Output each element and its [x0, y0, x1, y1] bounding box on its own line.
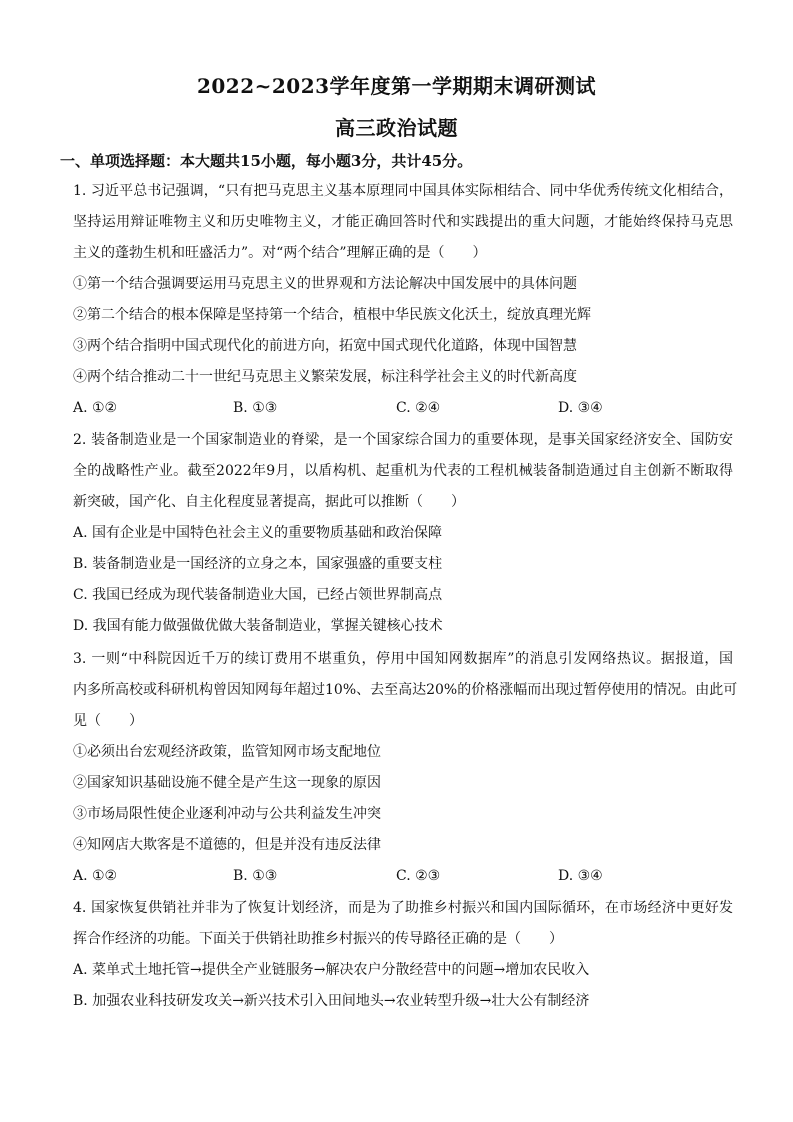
q1-item-3: ③两个结合指明中国式现代化的前进方向，拓宽中国式现代化道路，体现中国智慧 [73, 338, 577, 354]
q2-option-c: C. 我国已经成为现代装备制造业大国，已经占领世界制高点 [73, 587, 443, 603]
q2-option-d: D. 我国有能力做强做优做大装备制造业，掌握关键核心技术 [73, 618, 443, 634]
q3-option-d: D. ③④ [558, 868, 603, 884]
q1-item-2: ②第二个结合的根本保障是坚持第一个结合，植根中华民族文化沃土，绽放真理光辉 [73, 307, 591, 323]
q2-option-b: B. 装备制造业是一国经济的立身之本，国家强盛的重要支柱 [73, 556, 443, 572]
q1-stem-line-1: 1. 习近平总书记强调，“只有把马克思主义基本原理同中国具体实际相结合、同中华优秀传统文化相结合， [73, 183, 733, 199]
q3-stem-line-3: 见（ ） [73, 713, 143, 729]
q1-item-4: ④两个结合推动二十一世纪马克思主义繁荣发展，标注科学社会主义的时代新高度 [73, 369, 577, 385]
q3-item-4: ④知网店大欺客是不道德的，但是并没有违反法律 [73, 837, 381, 853]
q3-item-2: ②国家知识基础设施不健全是产生这一现象的原因 [73, 775, 381, 791]
q3-item-1: ①必须出台宏观经济政策，监管知网市场支配地位 [73, 744, 381, 760]
q3-option-b: B. ①③ [233, 868, 278, 884]
q1-option-b: B. ①③ [233, 400, 278, 416]
q3-stem-line-2: 内多所高校或科研机构曾因知网每年超过10%、去至高达20%的价格涨幅而出现过暂停使用的情况。由此可 [73, 682, 738, 698]
q3-option-a: A. ①② [73, 868, 118, 884]
exam-title: 2022~2023学年度第一学期期末调研测试 [196, 74, 597, 98]
q3-option-c: C. ②③ [396, 868, 441, 884]
q4-option-b: B. 加强农业科技研发攻关→新兴技术引入田间地头→农业转型升级→壮大公有制经济 [73, 993, 590, 1009]
q1-option-c: C. ②④ [396, 400, 441, 416]
q1-stem-line-3: 主义的蓬勃生机和旺盛活力”。对“两个结合”理解正确的是（ ） [73, 245, 487, 261]
q2-stem-line-2: 全的战略性产业。截至2022年9月，以盾构机、起重机为代表的工程机械装备制造通过自主创新不断取得 [73, 463, 733, 479]
exam-subtitle: 高三政治试题 [335, 116, 458, 140]
q2-stem-line-3: 新突破，国产化、自主化程度显著提高，据此可以推断（ ） [73, 494, 465, 510]
q4-stem-line-2: 挥合作经济的功能。下面关于供销社助推乡村振兴的传导路径正确的是（ ） [73, 931, 563, 947]
q4-stem-line-1: 4. 国家恢复供销社并非为了恢复计划经济，而是为了助推乡村振兴和国内国际循环，在市场经济中更好发 [73, 900, 733, 916]
q1-item-1: ①第一个结合强调要运用马克思主义的世界观和方法论解决中国发展中的具体问题 [73, 276, 577, 292]
section-heading: 一、单项选择题：本大题共15小题，每小题3分，共计45分。 [60, 152, 473, 170]
q1-stem-line-2: 坚持运用辩证唯物主义和历史唯物主义，才能正确回答时代和实践提出的重大问题，才能始终保持马克思 [73, 214, 733, 230]
q3-stem-line-1: 3. 一则“中科院因近千万的续订费用不堪重负，停用中国知网数据库”的消息引发网络热议。据报道，国 [73, 651, 733, 667]
q1-option-d: D. ③④ [558, 400, 603, 416]
q3-item-3: ③市场局限性使企业逐利冲动与公共利益发生冲突 [73, 806, 381, 822]
q2-option-a: A. 国有企业是中国特色社会主义的重要物质基础和政治保障 [73, 525, 443, 541]
q2-stem-line-1: 2. 装备制造业是一个国家制造业的脊梁，是一个国家综合国力的重要体现，是事关国家经济安全、国防安 [73, 432, 733, 448]
q4-option-a: A. 菜单式土地托管→提供全产业链服务→解决农户分散经营中的问题→增加农民收入 [73, 962, 590, 978]
q1-option-a: A. ①② [73, 400, 118, 416]
